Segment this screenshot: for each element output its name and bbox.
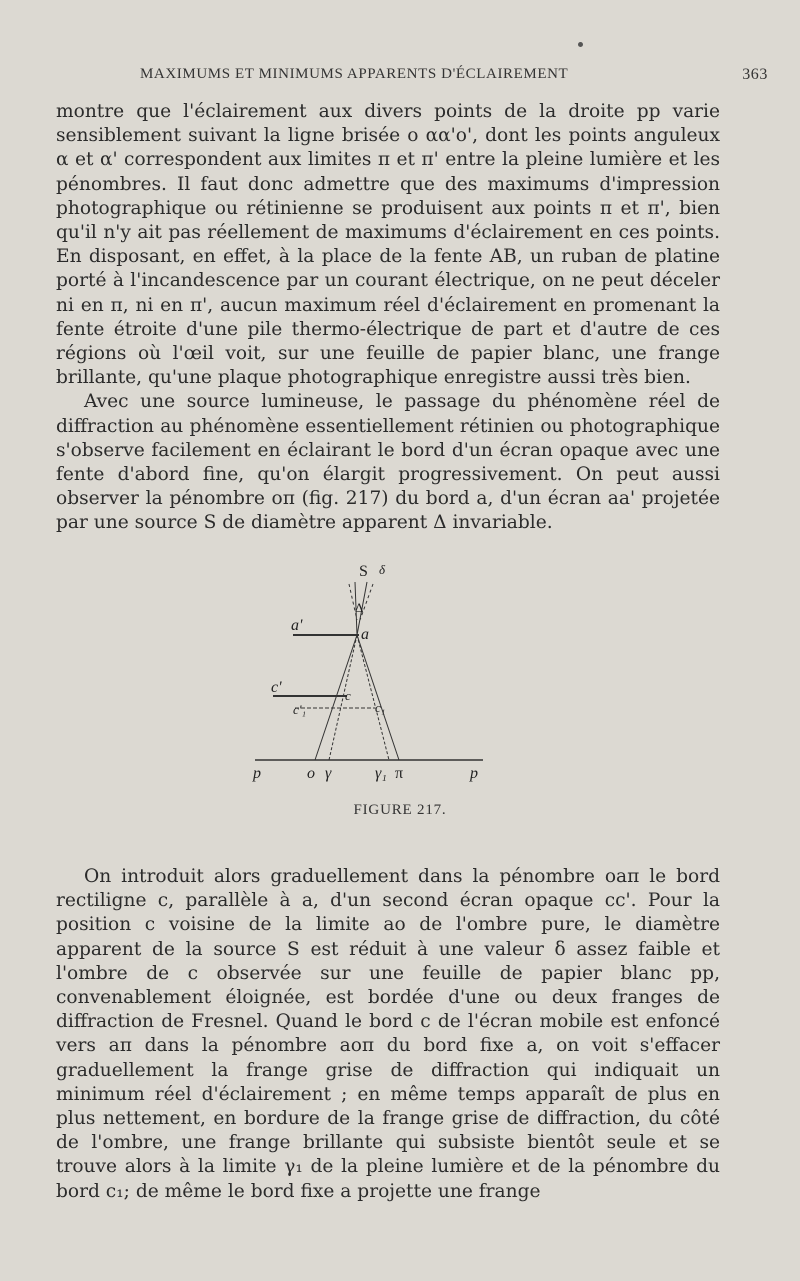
running-header [140, 66, 768, 83]
penumbra-line-gamma1 [357, 635, 389, 760]
paragraph-3: On introduit alors graduellement dans la pénombre oaπ le bord rectiligne c, parallèle à a, d'un second écran opaque cc'. Pour la position c voisine de la limite ao de l'ombre pure, le diamètre apparent de la source S est réduit à une valeur δ assez faible et l'ombre de c observée sur une feuille de papier blanc pp, convenablement éloignée, est bordée d'une ou deux franges de diffraction de Fresnel. Quand le bord c de l'écran mobile est enfoncé vers aπ dans la pénombre aoπ du bord fixe a, on voit s'effacer graduellement la frange grise de diffraction qui indiquait un minimum réel d'éclairement ; en même temps apparaît de plus en plus nettement, en bordure de la frange grise de diffraction, du côté de l'ombre, une frange brillante qui subsiste bientôt seule et se trouve alors à la limite γ₁ de la pleine lumière et de la pénombre du bord c₁; de même le bord fixe a projette une frange [56, 866, 720, 1202]
paragraph-2: Avec une source lumineuse, le passage du phénomène réel de diffraction au phénomène essentiellement rétinien ou photographique s'observe facilement en éclairant le bord d'un écran opaque avec une fente d'abord fine, qu'on élargit progressivement. On peut aussi observer la pénombre oπ (fig. 217) du bord a, d'un écran aa' projetée par une source S de diamètre apparent Δ invariable. [56, 391, 720, 534]
figure-caption: FIGURE 217. [353, 802, 447, 818]
penumbra-line-pi [357, 635, 399, 760]
label-c-prime: c' [271, 679, 282, 696]
label-c1: c₁ [375, 700, 386, 715]
label-o: o [307, 765, 315, 782]
label-p-right: p [470, 765, 478, 782]
label-delta: δ [379, 562, 386, 577]
label-Delta: Δ [355, 600, 364, 615]
ink-speck [578, 42, 583, 47]
shadow-line-gamma [329, 635, 357, 760]
header-title: MAXIMUMS ET MINIMUMS APPARENTS D'ÉCLAIREMENT [140, 66, 569, 82]
text-block-top [56, 100, 720, 536]
label-a-prime: a' [291, 617, 303, 634]
paragraph-1: montre que l'éclairement aux divers points de la droite pp varie sensiblement suivant la ligne brisée o αα'o', dont les points anguleux α et α' correspondent aux limites π et π' entre la pleine lumière et les pénombres. Il faut donc admettre que des maximums d'impression photographique ou rétinienne se produisent aux points π et π', bien qu'il n'y ait pas réellement de maximums d'éclairement en ces points. En disposant, en effet, à la place de la fente AB, un ruban de platine porté à l'incandescence par un courant électrique, on ne peut déceler ni en π, ni en π', aucun maximum réel d'éclairement en promenant la fente étroite d'une pile thermo-électrique de part et d'autre de ces régions où l'œil voit, sur une feuille de papier blanc, une frange brillante, qu'une plaque photographique enregistre aussi très bien. [56, 101, 720, 389]
text-block-bottom [56, 865, 720, 1204]
label-gamma1: γ₁ [375, 765, 387, 782]
label-pi: π [395, 765, 404, 782]
figure-217-diagram [245, 560, 505, 785]
label-c1-prime: c'₁ [293, 702, 307, 717]
label-S: S [359, 563, 368, 580]
label-gamma: γ [325, 765, 332, 782]
page-number: 363 [742, 66, 768, 83]
label-c: c [345, 688, 351, 703]
label-p-left: p [253, 765, 261, 782]
label-a: a [361, 626, 369, 643]
